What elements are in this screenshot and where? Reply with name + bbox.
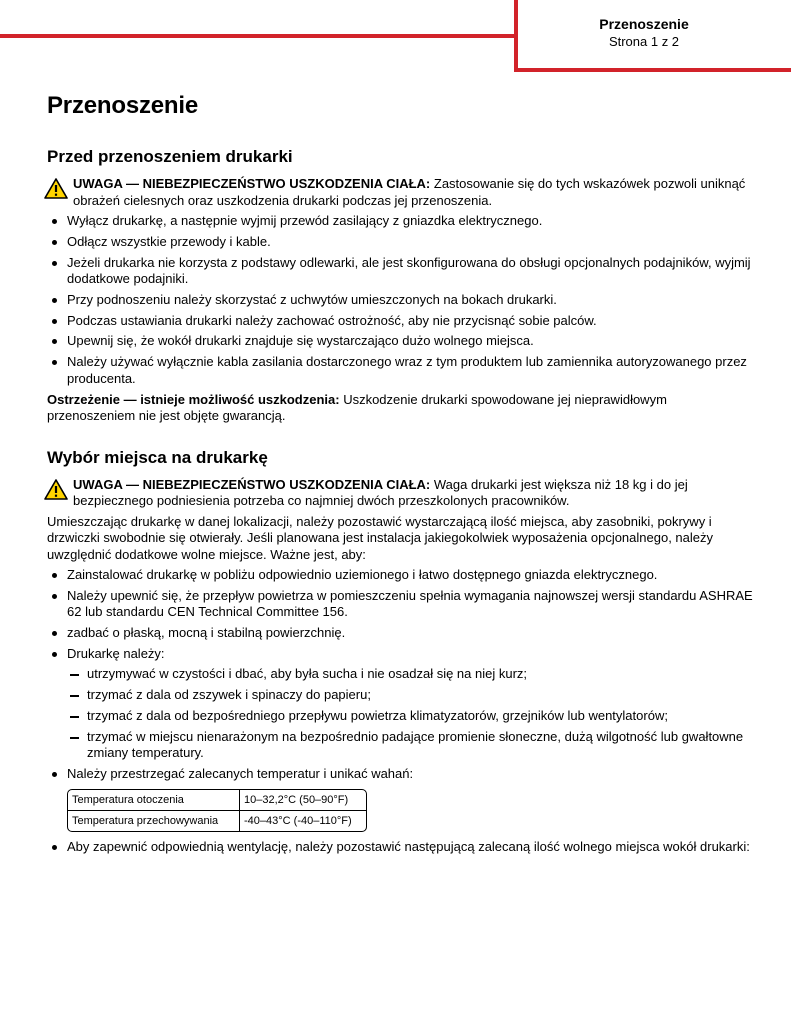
warning-label: Ostrzeżenie — istnieje możliwość uszkodzenia: [47, 391, 340, 407]
caution-label: UWAGA — NIEBEZPIECZEŃSTWO USZKODZENIA CIAŁA: [73, 176, 431, 191]
header-box-left-border [514, 0, 518, 72]
bullet-icon [52, 631, 57, 636]
page-number: Strona 1 z 2 [608, 34, 680, 49]
list-item: Drukarkę należy: utrzymywać w czystości i dbać, aby była sucha i nie osadzał się na niej kurz; trzymać z dala od zszywek i spinaczy do papieru; trzymać z dala od bezpośredniego przepływu powietrza klimatyzatorów, grzejników lub wentylatorów; trzymać w miejscu nienarażonym na bezpośrednio padające promienie słoneczne, dużą wilgotność lub gwałtowne zmiany temperatury. [47, 646, 757, 762]
bullet-icon [52, 573, 57, 578]
section-heading-location: Wybór miejsca na drukarkę [47, 447, 268, 467]
caution-label: UWAGA — NIEBEZPIECZEŃSTWO USZKODZENIA CIAŁA: [73, 476, 431, 492]
section-heading-before-moving: Przed przenoszeniem drukarki [47, 147, 293, 166]
page-title: Przenoszenie [47, 92, 198, 119]
sub-list-item: trzymać z dala od zszywek i spinaczy do papieru; [67, 687, 757, 704]
caution-text: Waga drukarki jest większa niż 18 kg i do jej bezpiecznego podniesienia potrzeba co najmniej dwóch przeszkolonych pracowników. [73, 476, 688, 509]
dash-icon [70, 695, 79, 697]
bullet-icon [52, 360, 57, 365]
list-item: Upewnij się, że wokół drukarki znajduje się wystarczająco dużo wolnego miejsca. [47, 333, 757, 350]
list-item: Odłącz wszystkie przewody i kable. [47, 234, 757, 251]
table-row [68, 811, 366, 831]
table-cell-value: -40–43°C (-40–110°F) [244, 814, 352, 827]
sub-list-item: utrzymywać w czystości i dbać, aby była sucha i nie osadzał się na niej kurz; [67, 666, 757, 683]
location-intro: Umieszczając drukarkę w danej lokalizacji, należy pozostawić wystarczającą ilość miejsca, aby zasobniki, pokrywy i drzwiczki swobodnie się otwierały. Jeśli planowana jest instalacja jakiegokolwiek wyposażenia opcjonalnego, należy uwzględnić dodatkowe wolne miejsce. Ważne jest, aby: [47, 513, 714, 562]
document-body [47, 90, 757, 859]
printer-care-sublist [67, 666, 757, 761]
bullet-icon [52, 319, 57, 324]
warning-triangle-icon [44, 178, 68, 199]
list-item: Jeżeli drukarka nie korzysta z podstawy odlewarki, ale jest skonfigurowana do obsługi opcjonalnych podajników, wyjmij dodatkowe podajniki. [47, 255, 757, 288]
list-item: Zainstalować drukarkę w pobliżu odpowiednio uziemionego i łatwo dostępnego gniazda elektrycznego. [47, 567, 757, 584]
bullet-icon [52, 339, 57, 344]
list-item: Wyłącz drukarkę, a następnie wyjmij przewód zasilający z gniazdka elektrycznego. [47, 213, 757, 230]
bullet-icon [52, 594, 57, 599]
bullet-icon [52, 298, 57, 303]
list-item: Przy podnoszeniu należy skorzystać z uchwytów umieszczonych na bokach drukarki. [47, 292, 757, 309]
sub-list-item: trzymać z dala od bezpośredniego przepływu powietrza klimatyzatorów, grzejników lub wentylatorów; [67, 708, 757, 725]
warning-text: Uszkodzenie drukarki spowodowane jej nieprawidłowym przenoszeniem nie jest objęte gwarancją. [47, 391, 667, 424]
list-item: Podczas ustawiania drukarki należy zachować ostrożność, aby nie przycisnąć sobie palców. [47, 313, 757, 330]
list-item: Należy przestrzegać zalecanych temperatur i unikać wahań: Temperatura otoczenia 10–32,2°C (50–90°F) Temperatura przechowywania -40–43°C (-40–110°F) [47, 766, 757, 832]
bullet-icon [52, 845, 57, 850]
bullet-icon [52, 240, 57, 245]
sub-list-item: trzymać w miejscu nienarażonym na bezpośrednio padające promienie słoneczne, dużą wilgotność lub gwałtowne zmiany temperatury. [67, 729, 757, 762]
caution-text: Zastosowanie się do tych wskazówek pozwoli uniknąć obrażeń cielesnych oraz uszkodzenia drukarki podczas jej przenoszenia. [73, 176, 746, 208]
running-header-title: Przenoszenie [599, 16, 689, 32]
caution-notice [47, 477, 757, 510]
list-item: zadbać o płaską, mocną i stabilną powierzchnię. [47, 625, 757, 642]
dash-icon [70, 716, 79, 718]
dash-icon [70, 737, 79, 739]
before-moving-list [47, 213, 757, 387]
temperature-table [67, 789, 367, 832]
list-item: Aby zapewnić odpowiednią wentylację, należy pozostawić następującą zalecaną ilość wolnego miejsca wokół drukarki: [47, 839, 757, 856]
list-item: Należy używać wyłącznie kabla zasilania dostarczonego wraz z tym produktem lub zamiennika autoryzowanego przez producenta. [47, 354, 757, 387]
warning-triangle-icon [44, 479, 68, 500]
list-item: Należy upewnić się, że przepływ powietrza w pomieszczeniu spełnia wymagania najnowszej wersji standardu ASHRAE 62 lub standardu CEN Technical Committee 156. [47, 588, 757, 621]
caution-notice [47, 176, 757, 209]
bullet-icon [52, 261, 57, 266]
table-cell-label: Temperatura otoczenia [68, 790, 240, 811]
bullet-icon [52, 219, 57, 224]
running-header [560, 16, 728, 50]
header-box-bottom-border [514, 68, 791, 72]
damage-warning [47, 392, 757, 425]
table-cell-value: 10–32,2°C (50–90°F) [240, 790, 366, 811]
bullet-icon [52, 652, 57, 657]
dash-icon [70, 674, 79, 676]
header-rule [0, 34, 518, 38]
location-list [47, 567, 757, 855]
table-row [68, 790, 366, 811]
table-cell-label: Temperatura przechowywania [68, 811, 240, 831]
bullet-icon [52, 772, 57, 777]
